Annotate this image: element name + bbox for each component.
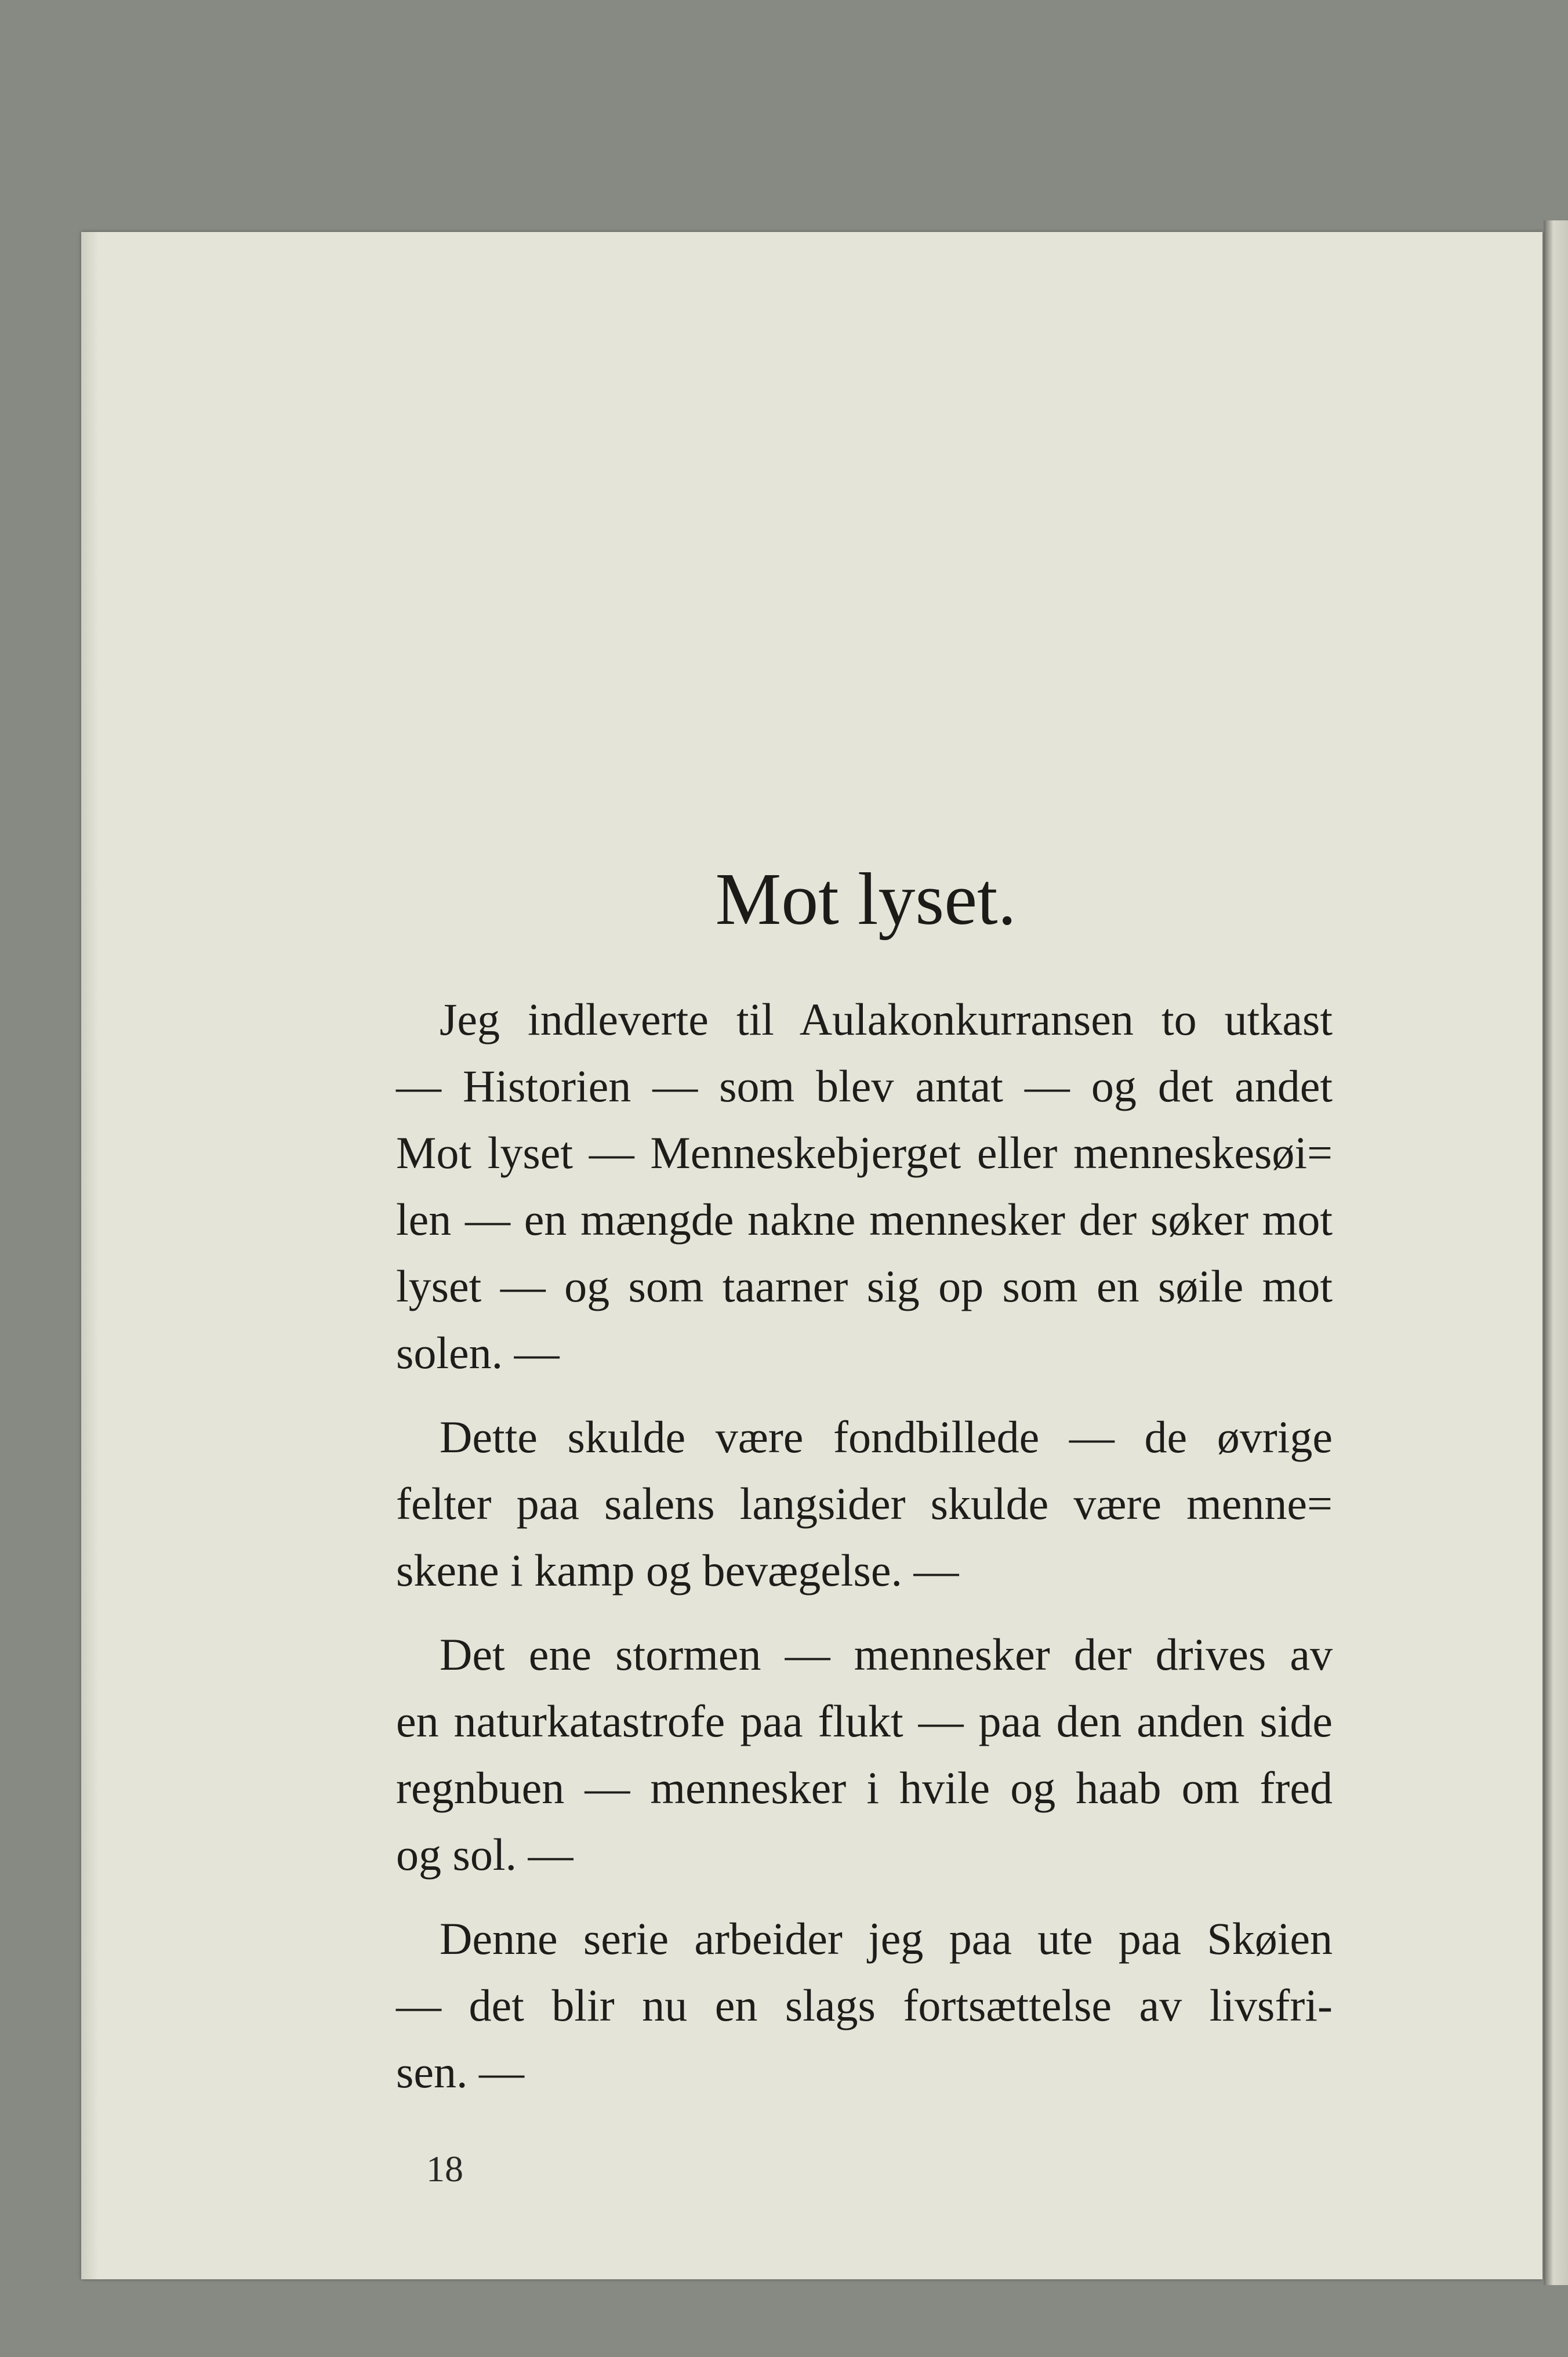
text-line: Jeg indleverte til Aulakonkurransen to utkast	[440, 994, 1333, 1045]
text-line: Denne serie arbeider jeg paa ute paa Skøien	[440, 1913, 1333, 1964]
page-number: 18	[426, 2148, 463, 2189]
next-page-edge	[1544, 220, 1568, 2285]
text-line: en naturkatastrofe paa flukt — paa den anden side	[396, 1696, 1333, 1746]
text-line: og sol. —	[396, 1829, 574, 1880]
text-line: skene i kamp og bevægelse. —	[396, 1545, 959, 1595]
text-line: Mot lyset — Menneskebjerget eller menneskesøi=	[396, 1127, 1333, 1178]
text-line: len — en mængde nakne mennesker der søker mot	[396, 1194, 1333, 1245]
text-line: — det blir nu en slags fortsættelse av livsfri-	[396, 1980, 1333, 2030]
page-title: Mot lyset.	[715, 858, 1017, 940]
text-line: — Historien — som blev antat — og det andet	[396, 1061, 1333, 1111]
text-line: Dette skulde være fondbillede — de øvrige	[440, 1412, 1333, 1462]
text-line: lyset — og som taarner sig op som en søile mot	[396, 1261, 1333, 1311]
page-spine-shadow	[81, 232, 99, 2279]
text-line: regnbuen — mennesker i hvile og haab om fred	[396, 1763, 1333, 1813]
text-line: felter paa salens langsider skulde være menne=	[396, 1478, 1333, 1529]
text-line: solen. —	[396, 1328, 560, 1378]
text-line: Det ene stormen — mennesker der drives av	[440, 1629, 1333, 1680]
text-line: sen. —	[396, 2047, 524, 2097]
